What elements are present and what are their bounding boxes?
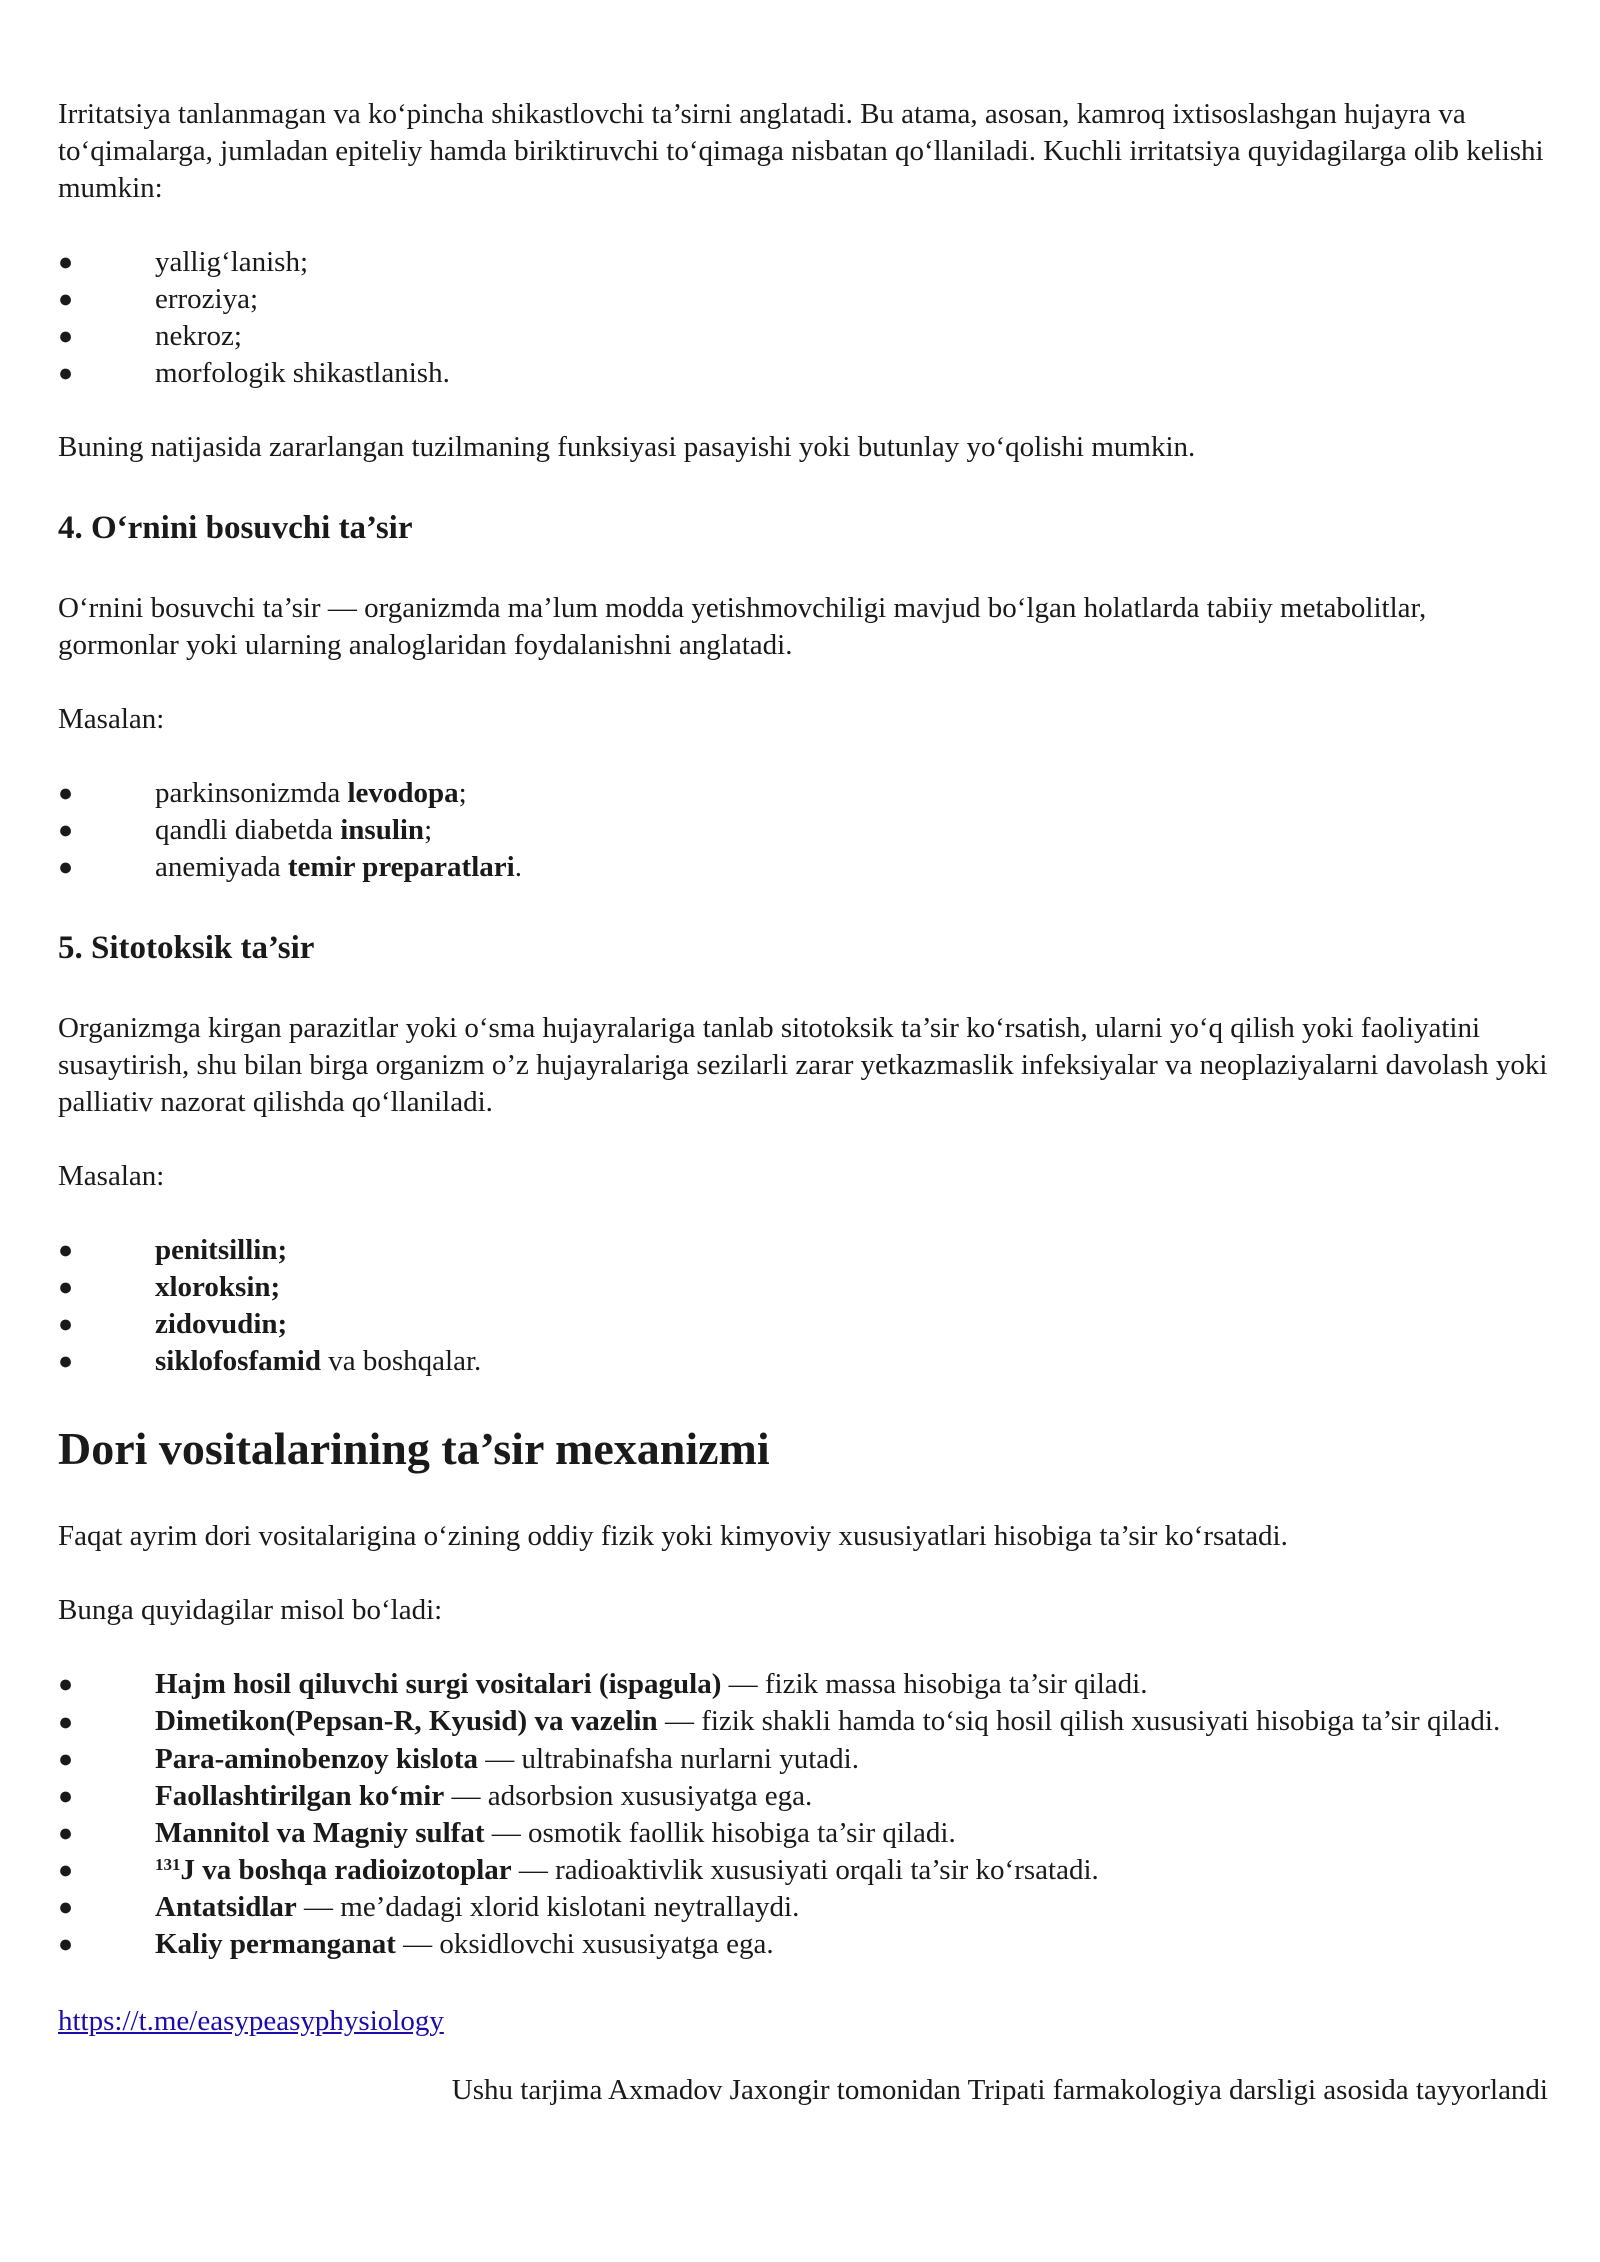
- translation-credit: Ushu tarjima Axmadov Jaxongir tomonidan Tripati farmakologiya darsligi asosida tayyorlandi: [451, 2074, 1548, 2106]
- list-item: ● penitsillin;: [58, 1232, 1548, 1269]
- list-item: ● anemiyada temir preparatlari.: [58, 849, 1548, 886]
- list-item: ● Hajm hosil qiluvchi surgi vositalari (ispagula) — fizik massa hisobiga ta’sir qiladi.: [58, 1666, 1548, 1703]
- bullet-icon: ●: [58, 1237, 74, 1264]
- list-item: ● Kaliy permanganat — oksidlovchi xususiyatga ega.: [58, 1926, 1548, 1963]
- isotope-superscript: 131: [155, 1855, 181, 1874]
- bullet-icon: ●: [58, 1274, 74, 1301]
- bullet-icon: ●: [58, 1931, 74, 1958]
- list-item: ● Para-aminobenzoy kislota — ultrabinafsha nurlarni yutadi.: [58, 1741, 1548, 1778]
- bullet-icon: ●: [58, 286, 74, 313]
- bullet-icon: ●: [58, 817, 74, 844]
- bullet-icon: ●: [58, 360, 74, 387]
- list-item: ● morfologik shikastlanish.: [58, 355, 1548, 392]
- bullet-icon: ●: [58, 1894, 74, 1921]
- list-item: ● erroziya;: [58, 281, 1548, 318]
- list-item: ● qandli diabetda insulin;: [58, 812, 1548, 849]
- section-5-heading: 5. Sitotoksik ta’sir: [58, 930, 315, 966]
- bullet-icon: ●: [58, 1671, 74, 1698]
- mechanism-heading: Dori vositalarining ta’sir mexanizmi: [58, 1423, 770, 1474]
- list-item: ● zidovudin;: [58, 1306, 1548, 1343]
- section-4-example-label: Masalan:: [58, 703, 165, 735]
- list-item: ● parkinsonizmda levodopa;: [58, 775, 1548, 812]
- bullet-icon: ●: [58, 780, 74, 807]
- telegram-link[interactable]: https://t.me/easypeasyphysiology: [58, 2005, 444, 2037]
- bullet-icon: ●: [58, 1709, 74, 1736]
- bullet-icon: ●: [58, 1820, 74, 1847]
- mechanism-example-intro: Bunga quyidagilar misol bo‘ladi:: [58, 1594, 443, 1626]
- bullet-icon: ●: [58, 1746, 74, 1773]
- mechanism-examples-list: [58, 1666, 1548, 1963]
- document-page: [58, 96, 1548, 2109]
- bullet-icon: ●: [58, 1783, 74, 1810]
- bullet-icon: ●: [58, 1857, 74, 1884]
- bullet-icon: ●: [58, 1311, 74, 1338]
- list-item: ● Faollashtirilgan ko‘mir — adsorbsion xususiyatga ega.: [58, 1778, 1548, 1815]
- bullet-icon: ●: [58, 249, 74, 276]
- list-item: ● Antatsidlar — me’dadagi xlorid kislotani neytrallaydi.: [58, 1889, 1548, 1926]
- bullet-icon: ●: [58, 323, 74, 350]
- list-item: ● yallig‘lanish;: [58, 244, 1548, 281]
- cytotoxic-examples-list: [58, 1232, 1548, 1380]
- list-item: ● Mannitol va Magniy sulfat — osmotik faollik hisobiga ta’sir qiladi.: [58, 1815, 1548, 1852]
- replacement-examples-list: [58, 775, 1548, 886]
- list-item: ● Dimetikon(Pepsan-R, Kyusid) va vazelin — fizik shakli hamda to‘siq hosil qilish xususiyati hisobiga ta’sir qiladi.: [58, 1703, 1548, 1741]
- intro-conclusion: Buning natijasida zararlangan tuzilmaning funksiyasi pasayishi yoki butunlay yo‘qolishi mumkin.: [58, 431, 1196, 463]
- list-item: ● siklofosfamid va boshqalar.: [58, 1343, 1548, 1380]
- list-item: ● nekroz;: [58, 318, 1548, 355]
- bullet-icon: ●: [58, 854, 74, 881]
- section-5-paragraph: Organizmga kirgan parazitlar yoki o‘sma hujayralariga tanlab sitotoksik ta’sir ko‘rsatish, ularni yo‘q qilish yoki faoliyatini susaytirish, shu bilan birga organizm o’z hujayralariga sezilarli zarar yetkazmaslik infeksiyalar va neoplaziyalarni davolash yoki palliativ nazorat qilishda qo‘llaniladi.: [58, 1012, 1548, 1118]
- irritation-effects-list: [58, 244, 1548, 392]
- list-item: ● $^{131}$J va boshqa radioizotoplar — radioaktivlik xususiyati orqali ta’sir ko‘rsatadi.: [58, 1852, 1548, 1889]
- list-item: ● xloroksin;: [58, 1269, 1548, 1306]
- section-4-heading: 4. O‘rnini bosuvchi ta’sir: [58, 510, 413, 546]
- section-5-example-label: Masalan:: [58, 1160, 165, 1192]
- mechanism-paragraph: Faqat ayrim dori vositalarigina o‘zining oddiy fizik yoki kimyoviy xususiyatlari hisobiga ta’sir ko‘rsatadi.: [58, 1520, 1288, 1552]
- section-4-paragraph: O‘rnini bosuvchi ta’sir — organizmda ma’lum modda yetishmovchiligi mavjud bo‘lgan holatlarda tabiiy metabolitlar, gormonlar yoki ularning analoglaridan foydalanishni anglatadi.: [58, 592, 1427, 661]
- intro-paragraph: Irritatsiya tanlanmagan va ko‘pincha shikastlovchi ta’sirni anglatadi. Bu atama, asosan, kamroq ixtisoslashgan hujayra va to‘qimalarga, jumladan epiteliy hamda biriktiruvchi to‘qimaga nisbatan qo‘llaniladi. Kuchli irritatsiya quyidagilarga olib kelishi mumkin:: [58, 98, 1544, 204]
- bullet-icon: ●: [58, 1348, 74, 1375]
